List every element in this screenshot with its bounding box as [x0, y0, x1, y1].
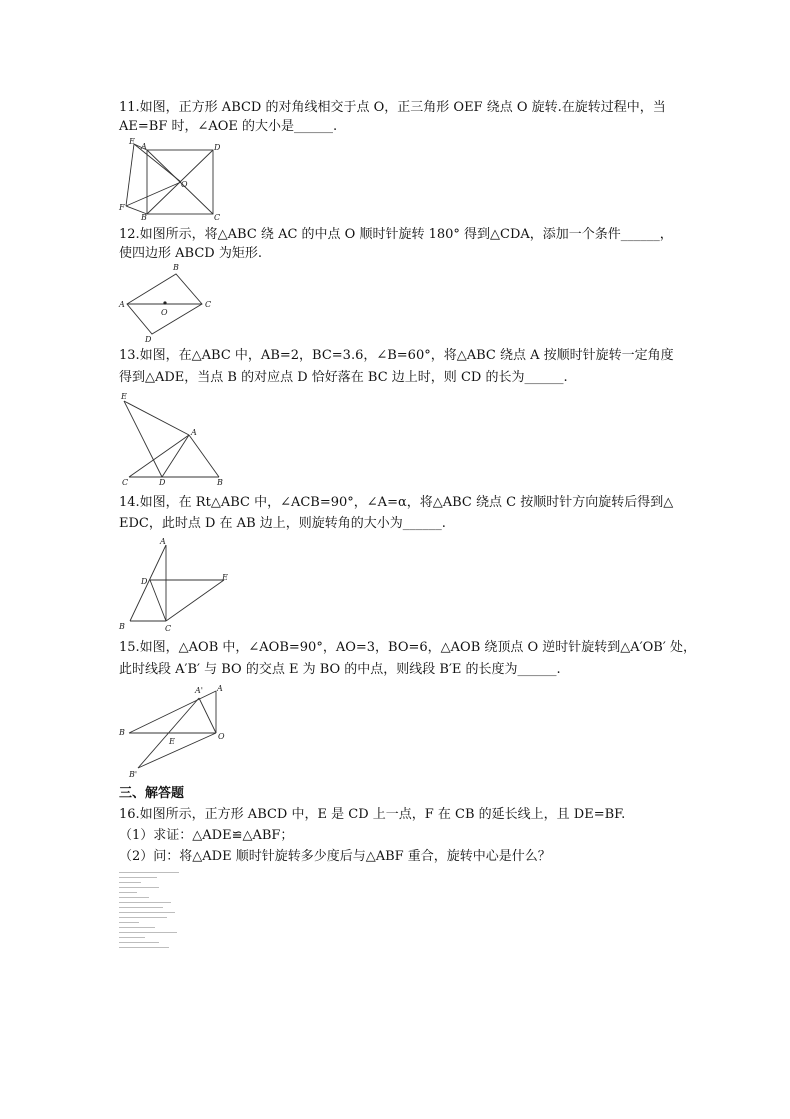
- label-B: B: [119, 622, 125, 631]
- label-A: A: [191, 428, 197, 437]
- label-D: D: [141, 577, 148, 586]
- problem-12-line-2: 使四边形 ABCD 为矩形.: [119, 246, 262, 261]
- problem-16-line-3: （2）问：将△ADE 顺时针旋转多少度后与△ABF 重合，旋转中心是什么？: [119, 849, 551, 864]
- label-O: O: [181, 180, 188, 189]
- problem-16-line-2: （1）求证：△ADE≌△ABF；: [119, 828, 294, 843]
- problem-14-figure: [119, 537, 239, 635]
- label-B: B: [173, 263, 179, 272]
- problem-12-figure: [119, 262, 219, 342]
- problem-14-line-2: EDC，此时点 D 在 AB 边上，则旋转角的大小为______.: [119, 516, 446, 531]
- label-B: B: [119, 728, 125, 737]
- faint-embedded-image: [119, 872, 189, 962]
- problem-12-line-1: 12.如图所示，将△ABC 绕 AC 的中点 O 顺时针旋转 180° 得到△CDA，添加一个条件______，: [119, 227, 673, 242]
- label-D: D: [214, 143, 221, 152]
- label-B: B: [141, 213, 147, 222]
- label-O: O: [161, 308, 168, 317]
- label-D: D: [145, 335, 152, 344]
- label-B: B: [217, 478, 223, 487]
- label-B-prime: B': [129, 770, 138, 779]
- problem-13-figure: [119, 391, 229, 487]
- problem-15-figure: [119, 683, 239, 779]
- problem-16-line-1: 16.如图所示，正方形 ABCD 中，E 是 CD 上一点，F 在 CB 的延长线上，且 DE=BF.: [119, 807, 626, 822]
- label-C: C: [214, 213, 221, 222]
- label-A: A: [160, 537, 166, 546]
- label-O: O: [218, 732, 225, 741]
- problem-14-line-1: 14.如图，在 Rt△ABC 中，∠ACB=90°，∠A=α，将△ABC 绕点 C 按顺时针方向旋转后得到△: [119, 495, 674, 510]
- label-A: A: [141, 142, 147, 151]
- problem-13-line-2: 得到△ADE，当点 B 的对应点 D 恰好落在 BC 边上时，则 CD 的长为______.: [119, 370, 568, 385]
- label-A: A: [217, 684, 223, 693]
- problem-11-line-2: AE=BF 时，∠AOE 的大小是______.: [119, 119, 338, 134]
- label-D: D: [159, 478, 166, 487]
- problem-13-line-1: 13.如图，在△ABC 中，AB=2，BC=3.6，∠B=60°，将△ABC 绕点 A 按顺时针旋转一定角度: [119, 348, 674, 363]
- label-F: F: [119, 203, 125, 212]
- problem-11-line-1: 11.如图，正方形 ABCD 的对角线相交于点 O，正三角形 OEF 绕点 O 旋转.在旋转过程中，当: [119, 100, 666, 115]
- problem-15-line-2: 此时线段 A′B′ 与 BO 的交点 E 为 BO 的中点，则线段 B′E 的长度为______.: [119, 662, 561, 677]
- section-heading: 三、解答题: [119, 786, 185, 801]
- problem-15-line-1: 15.如图，△AOB 中，∠AOB=90°，AO=3，BO=6，△AOB 绕顶点 O 逆时针旋转到△A′OB′ 处，: [119, 640, 696, 655]
- label-E: E: [222, 573, 228, 582]
- label-C: C: [205, 300, 212, 309]
- label-C: C: [122, 478, 129, 487]
- problem-11-figure: [119, 138, 229, 220]
- label-A-prime: A': [195, 686, 203, 695]
- label-A: A: [119, 300, 125, 309]
- label-C: C: [165, 624, 172, 633]
- label-E: E: [121, 392, 127, 401]
- label-E: E: [169, 737, 175, 746]
- label-E: E: [129, 137, 135, 146]
